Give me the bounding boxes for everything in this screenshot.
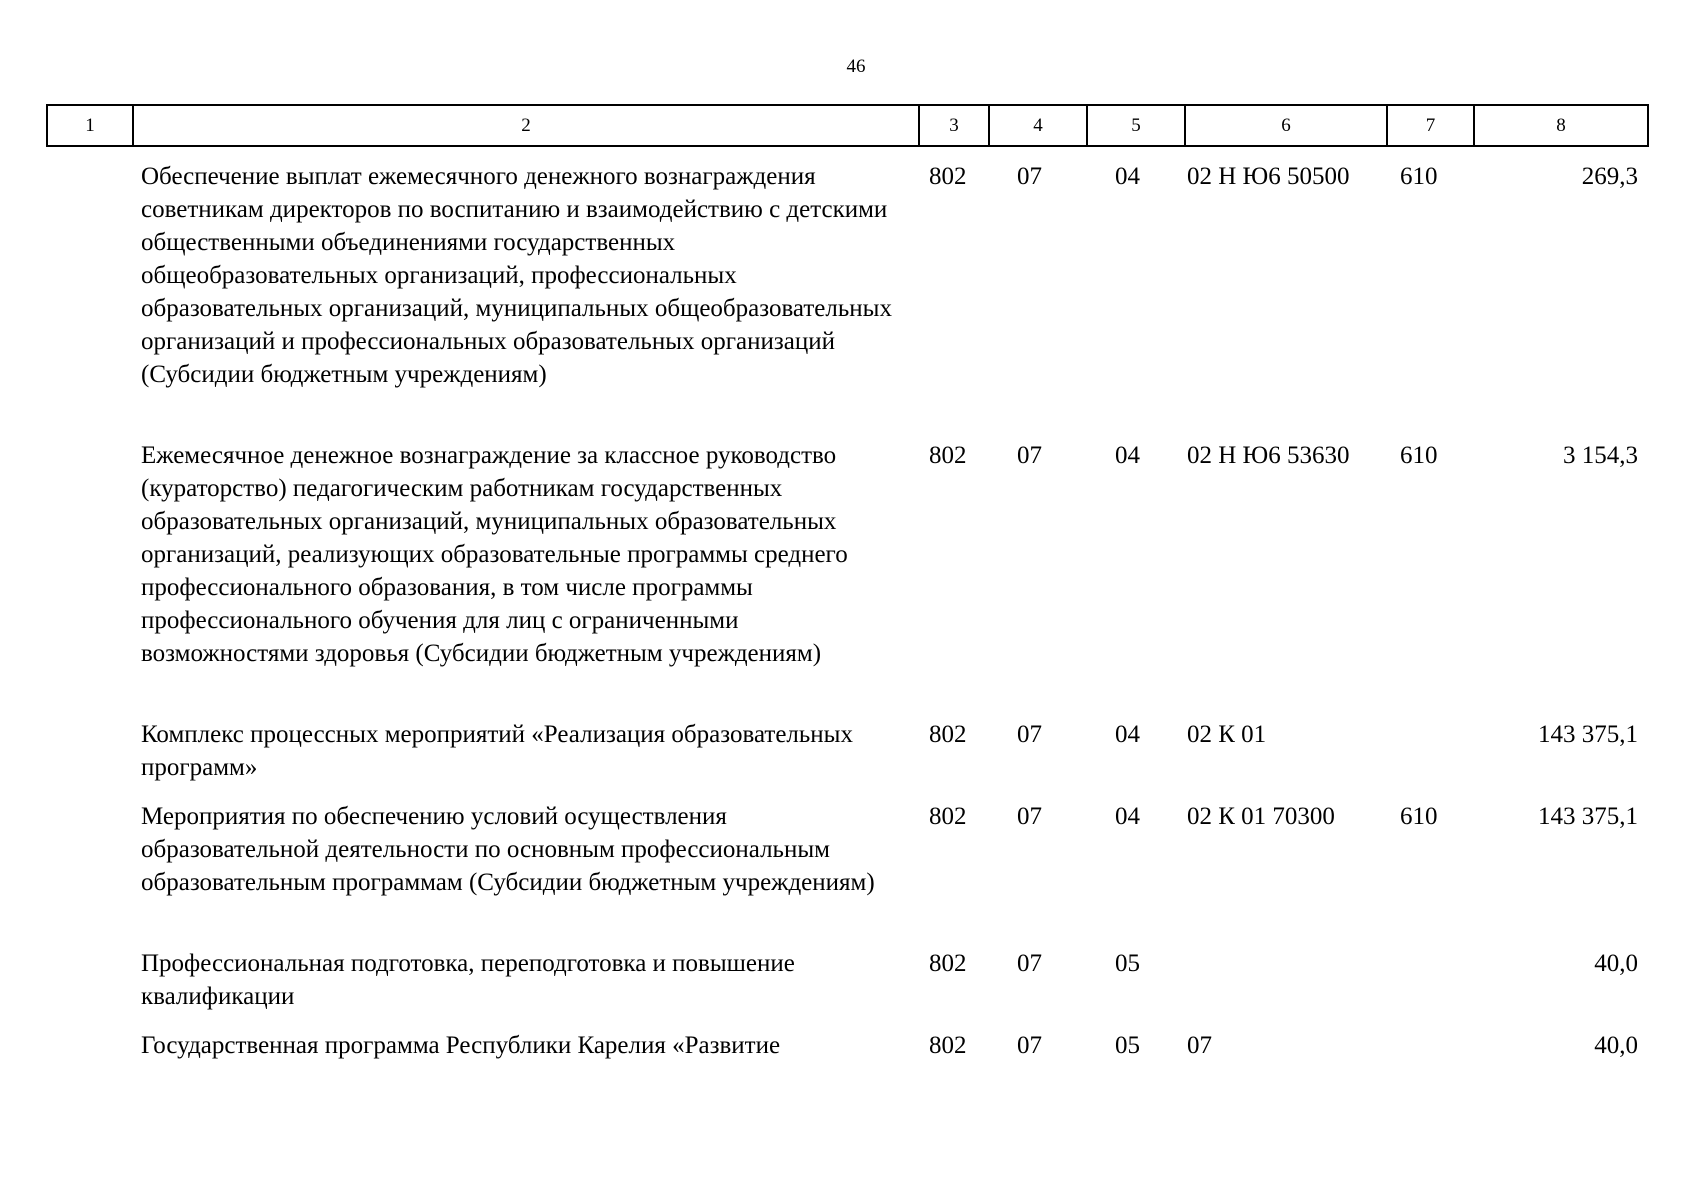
table-row xyxy=(0,1029,1697,1069)
amount: 143 375,1 xyxy=(1538,803,1638,830)
column-number-3: 3 xyxy=(919,105,989,146)
ministry-code: 802 xyxy=(929,803,967,830)
amount: 3 154,3 xyxy=(1563,442,1638,469)
column-number-2: 2 xyxy=(133,105,919,146)
page-number: 46 xyxy=(846,56,866,77)
table-row xyxy=(0,718,1697,800)
expense-type-code: 610 xyxy=(1400,803,1438,830)
subsection-code: 04 xyxy=(1115,721,1140,748)
target-article-code: 02 Н Ю6 50500 xyxy=(1187,163,1350,190)
section-code: 07 xyxy=(1017,163,1042,190)
row-description: Ежемесячное денежное вознаграждение за классное руководство (кураторство) педагогическим работникам государственных образовательных организаций, муниципальных образовательных организаций, реализующих образовательные программы среднего профессионального образования, в том числе программы профессионального обучения для лиц с ограниченными возможностями здоровья (Субсидии бюджетным учреждениям) xyxy=(141,442,848,667)
column-number-6: 6 xyxy=(1185,105,1387,146)
row-description: Государственная программа Республики Карелия «Развитие xyxy=(141,1032,781,1059)
subsection-code: 05 xyxy=(1115,950,1140,977)
subsection-code: 05 xyxy=(1115,1032,1140,1059)
amount: 269,3 xyxy=(1581,163,1638,190)
row-description: Комплекс процессных мероприятий «Реализация образовательных программ» xyxy=(141,721,853,781)
ministry-code: 802 xyxy=(929,950,967,977)
section-code: 07 xyxy=(1017,721,1042,748)
column-header-table xyxy=(46,104,1649,147)
column-number-1: 1 xyxy=(47,105,133,146)
table-row xyxy=(0,439,1697,718)
table-row xyxy=(0,160,1697,439)
section-code: 07 xyxy=(1017,950,1042,977)
section-code: 07 xyxy=(1017,442,1042,469)
amount: 40,0 xyxy=(1594,950,1638,977)
row-description: Мероприятия по обеспечению условий осуществления образовательной деятельности по основным профессиональным образовательным программам (Субсидии бюджетным учреждениям) xyxy=(141,803,875,896)
column-number-4: 4 xyxy=(989,105,1087,146)
target-article-code: 02 Н Ю6 53630 xyxy=(1187,442,1350,469)
amount: 40,0 xyxy=(1594,1032,1638,1059)
section-code: 07 xyxy=(1017,1032,1042,1059)
column-number-5: 5 xyxy=(1087,105,1185,146)
amount: 143 375,1 xyxy=(1538,721,1638,748)
expense-type-code: 610 xyxy=(1400,163,1438,190)
column-header-row xyxy=(47,105,1648,146)
row-description: Обеспечение выплат ежемесячного денежного вознаграждения советникам директоров по воспитанию и взаимодействию с детскими общественными объединениями государственных общеобразовательных организаций, профессиональных образовательных организаций, муниципальных общеобразовательных организаций и профессиональных образовательных организаций (Субсидии бюджетным учреждениям) xyxy=(141,163,892,388)
table-row xyxy=(0,800,1697,947)
table-row xyxy=(0,947,1697,1029)
target-article-code: 02 К 01 70300 xyxy=(1187,803,1335,830)
target-article-code: 02 К 01 xyxy=(1187,721,1267,748)
section-code: 07 xyxy=(1017,803,1042,830)
table-body xyxy=(0,160,1697,1069)
ministry-code: 802 xyxy=(929,721,967,748)
subsection-code: 04 xyxy=(1115,163,1140,190)
column-number-7: 7 xyxy=(1387,105,1474,146)
ministry-code: 802 xyxy=(929,442,967,469)
column-number-8: 8 xyxy=(1474,105,1648,146)
subsection-code: 04 xyxy=(1115,442,1140,469)
row-description: Профессиональная подготовка, переподготовка и повышение квалификации xyxy=(141,950,795,1010)
target-article-code: 07 xyxy=(1187,1032,1212,1059)
ministry-code: 802 xyxy=(929,1032,967,1059)
ministry-code: 802 xyxy=(929,163,967,190)
subsection-code: 04 xyxy=(1115,803,1140,830)
expense-type-code: 610 xyxy=(1400,442,1438,469)
